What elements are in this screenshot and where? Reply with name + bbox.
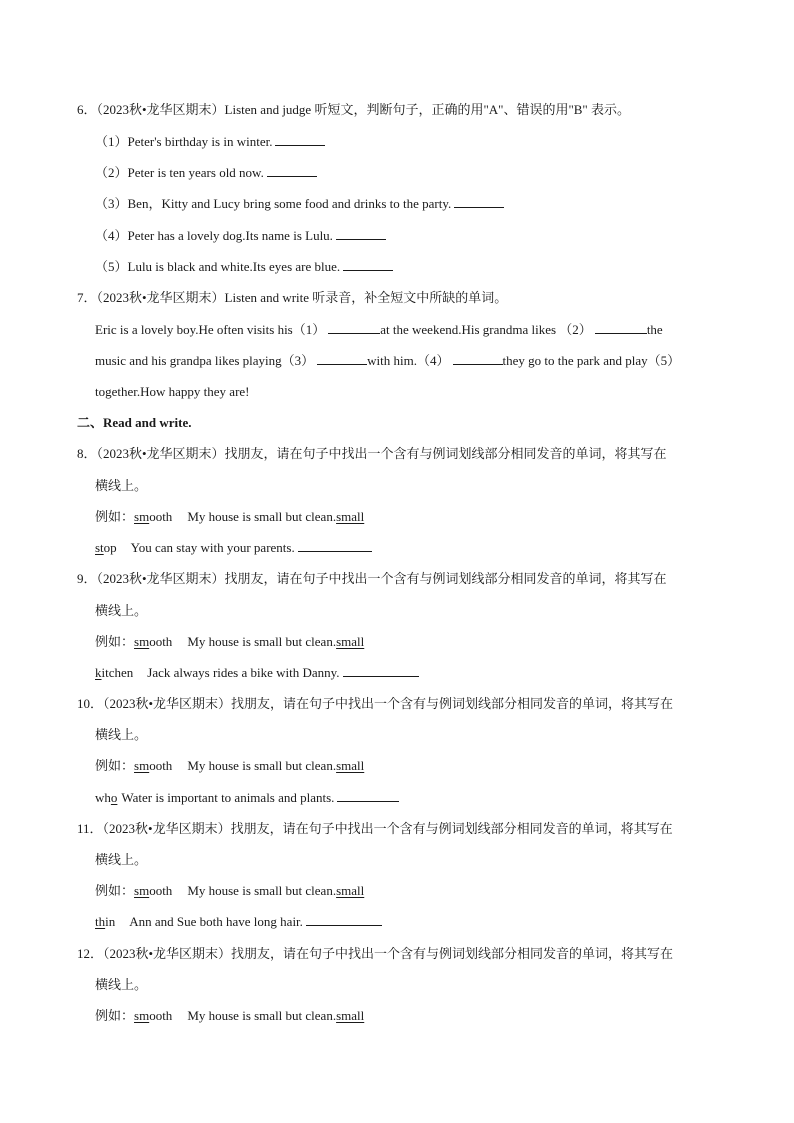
answer-blank[interactable] [337,789,399,802]
task-word-rest: itchen [101,665,134,680]
q6-item-5 [95,258,393,276]
q6-item-5-text: （5）Lulu is black and white.Its eyes are blue. [95,259,341,274]
passage-text: with him.（4） [367,353,450,368]
example-label: 例如： [95,758,135,773]
q8-example [95,508,364,526]
example-word-underlined: sm [134,883,150,898]
example-sentence: My house is small but clean. [187,758,337,773]
example-word-rest: ooth [149,883,173,898]
q9-stem-cont: 横线上。 [95,603,148,618]
q10-stem-cont: 横线上。 [95,727,148,742]
q6-item-1-text: （1）Peter's birthday is in winter. [95,134,273,149]
q6-stem: 6．（2023秋•龙华区期末）Listen and judge 听短文，判断句子，正确的用"A"、错误的用"B" 表示。 [77,102,630,117]
answer-blank[interactable] [454,195,504,208]
task-sentence: You can stay with your parents. [130,540,295,555]
passage-text: music and his grandpa likes playing（3） [95,353,315,368]
q6-item-2 [95,164,317,182]
task-word-pre: wh [95,790,111,805]
task-sentence: Ann and Sue both have long hair. [129,914,303,929]
example-sentence: My house is small but clean. [187,509,337,524]
q7-passage-line-2 [95,352,680,370]
example-word-underlined: sm [134,1008,150,1023]
example-sentence: My house is small but clean. [187,883,337,898]
answer-blank[interactable] [267,164,317,177]
q6-item-4-text: （4）Peter has a lovely dog.Its name is Lulu. [95,228,333,243]
q11-example [95,882,364,900]
task-word-underlined: th [95,914,106,929]
task-word-rest: in [105,914,116,929]
task-word-underlined: k [95,665,102,680]
task-word-rest: op [103,540,117,555]
q6-item-1 [95,133,325,151]
q10-task [95,789,399,807]
q9-stem: 9．（2023秋•龙华区期末）找朋友，请在句子中找出一个含有与例词划线部分相同发音的单词，将其写在 [77,571,667,586]
example-label: 例如： [95,883,135,898]
example-sentence: My house is small but clean. [187,634,337,649]
example-sentence: My house is small but clean. [187,1008,337,1023]
q9-example [95,633,364,651]
q6-item-3 [95,195,504,213]
q10-stem: 10．（2023秋•龙华区期末）找朋友，请在句子中找出一个含有与例词划线部分相同发音的单词，将其写在 [77,696,674,711]
q12-stem: 12．（2023秋•龙华区期末）找朋友，请在句子中找出一个含有与例词划线部分相同发音的单词，将其写在 [77,946,674,961]
answer-blank-4[interactable] [453,352,503,365]
answer-blank-3[interactable] [317,352,367,365]
q11-task [95,913,382,931]
example-answer: small [336,883,365,898]
q11-stem-cont: 横线上。 [95,852,148,867]
example-word-rest: ooth [149,634,173,649]
q7-stem: 7．（2023秋•龙华区期末）Listen and write 听录音，补全短文中所缺的单词。 [77,290,508,305]
example-answer: small [336,1008,365,1023]
passage-text: they go to the park and play（5） [502,353,681,368]
example-label: 例如： [95,509,135,524]
answer-blank-2[interactable] [595,321,647,334]
q6-item-3-text: （3）Ben，Kitty and Lucy bring some food and drinks to the party. [95,196,452,211]
answer-blank[interactable] [298,539,372,552]
section-heading: 二、Read and write. [77,415,192,430]
q8-stem: 8．（2023秋•龙华区期末）找朋友，请在句子中找出一个含有与例词划线部分相同发音的单词，将其写在 [77,446,667,461]
example-word-underlined: sm [134,509,150,524]
example-label: 例如： [95,634,135,649]
q12-stem-cont: 横线上。 [95,977,148,992]
example-label: 例如： [95,1008,135,1023]
example-answer: small [336,509,365,524]
example-word-underlined: sm [134,634,150,649]
q6-item-2-text: （2）Peter is ten years old now. [95,165,264,180]
task-sentence: Water is important to animals and plants. [121,790,335,805]
task-word-underlined: o [110,790,118,805]
task-sentence: Jack always rides a bike with Danny. [147,665,340,680]
answer-blank-1[interactable] [328,321,380,334]
answer-blank[interactable] [306,913,382,926]
example-word-rest: ooth [149,1008,173,1023]
answer-blank[interactable] [343,664,419,677]
example-word-rest: ooth [149,758,173,773]
passage-text: Eric is a lovely boy.He often visits his（1） [95,322,326,337]
passage-text: at the weekend.His grandma likes （2） [380,322,592,337]
q9-task [95,664,419,682]
q11-stem: 11．（2023秋•龙华区期末）找朋友，请在句子中找出一个含有与例词划线部分相同发音的单词，将其写在 [77,821,673,836]
q8-task [95,539,372,557]
q7-passage-line-3: together.How happy they are! [95,384,250,399]
example-word-rest: ooth [149,509,173,524]
q6-item-4 [95,227,386,245]
task-word-underlined: st [95,540,104,555]
example-answer: small [336,758,365,773]
q7-passage-line-1 [95,321,663,339]
answer-blank[interactable] [275,133,325,146]
answer-blank[interactable] [336,227,386,240]
answer-blank[interactable] [343,258,393,271]
q12-example [95,1007,364,1025]
example-word-underlined: sm [134,758,150,773]
passage-text: the [646,322,663,337]
q10-example [95,757,364,775]
q8-stem-cont: 横线上。 [95,478,148,493]
example-answer: small [336,634,365,649]
